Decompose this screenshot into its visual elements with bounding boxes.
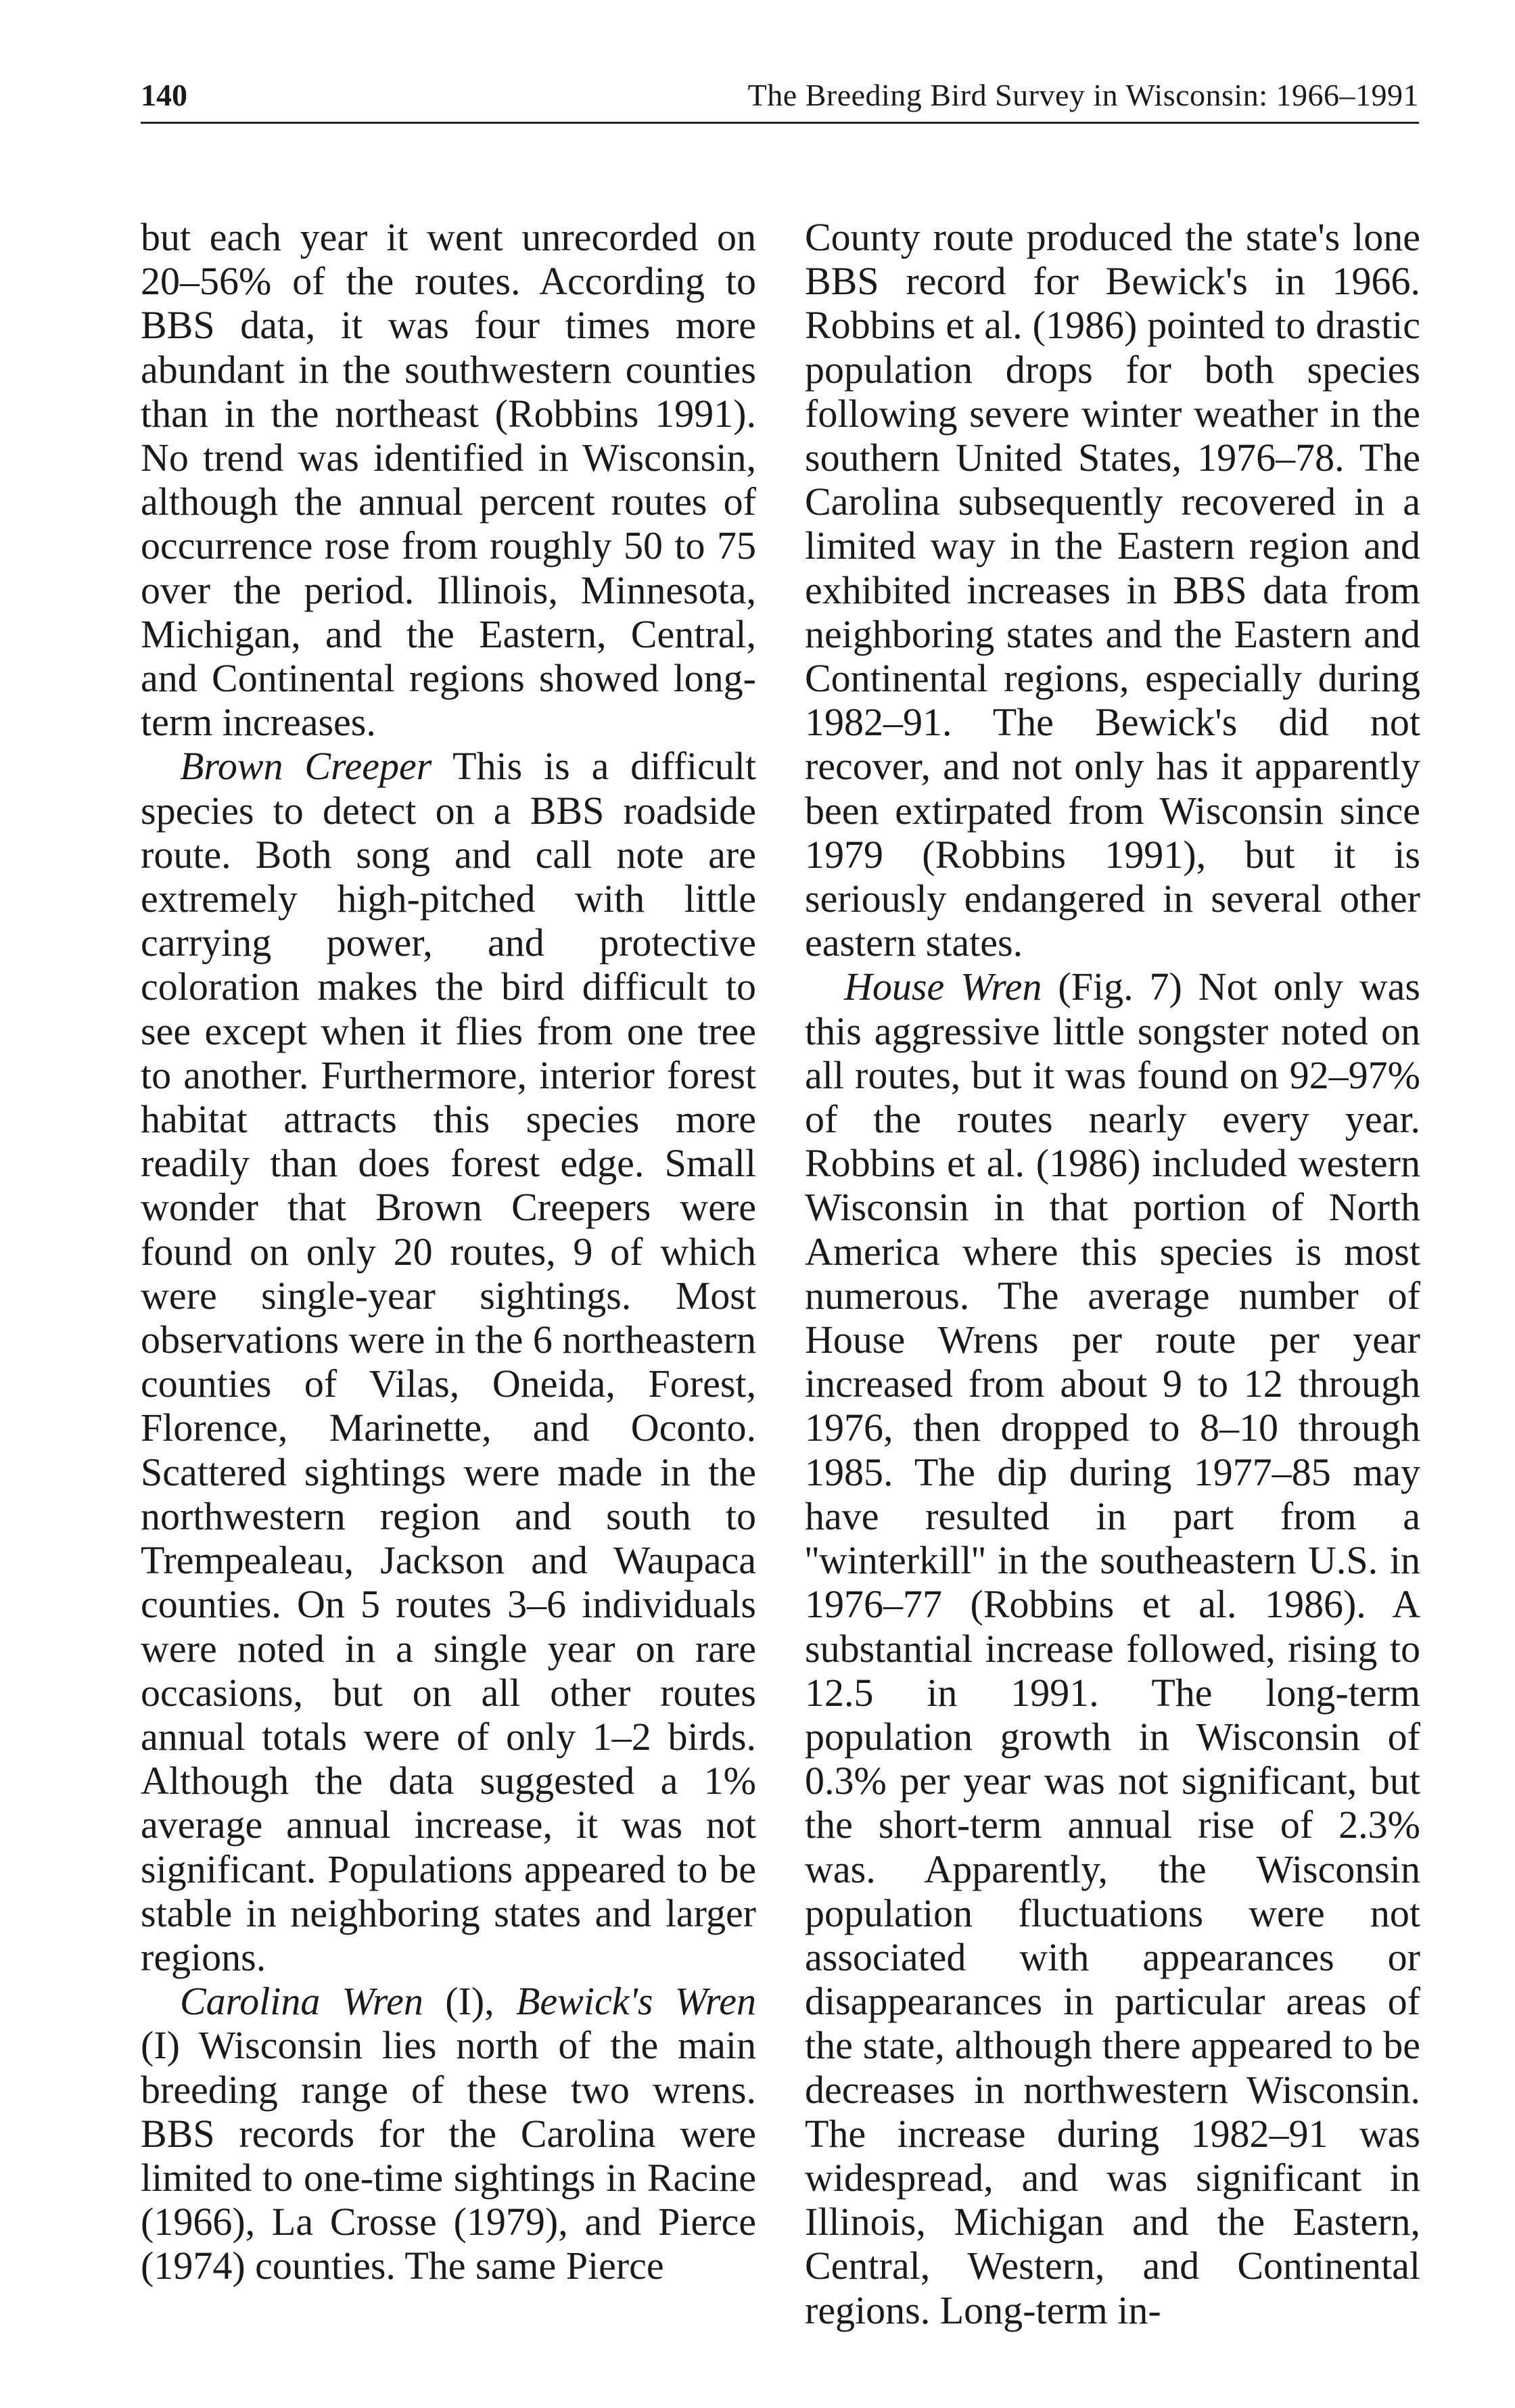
paragraph-carolina-bewicks-wren [141, 1979, 756, 2288]
paragraph-text: (I) Wisconsin lies north of the main breeding range of these two wrens. BBS records for the Carolina were limited to one-time sightings in Racine (1966), La Crosse (1979), and Pierce (1974) counties. The same Pierce [141, 2023, 756, 2288]
page-header [141, 72, 1419, 124]
page-number: 140 [141, 78, 187, 112]
right-column [805, 215, 1420, 2332]
species-name: Bewick's Wren [515, 1979, 756, 2024]
left-column [141, 215, 756, 2288]
running-title: The Breeding Bird Survey in Wisconsin: 1966–1991 [747, 78, 1419, 112]
species-name: House Wren [844, 965, 1042, 1009]
paragraph-house-wren [805, 965, 1420, 2332]
paragraph-text: but each year it went unrecorded on 20–56% of the routes. According to BBS data, it was four times more abundant in the southwestern counties than in the northeast (Robbins 1991). No trend was identified in Wisconsin, although the annual percent routes of occurrence rose from roughly 50 to 75 over the period. Illinois, Minnesota, Michigan, and the Eastern, Central, and Continental regions showed long-term increases. [141, 215, 756, 745]
paragraph-text: (Fig. 7) Not only was this aggressive little songster noted on all routes, but it was found on 92–97% of the routes nearly every year. Robbins et al. (1986) included western Wisconsin in that portion of North America where this species is most numerous. The average number of House Wrens per route per year increased from about 9 to 12 through 1976, then dropped to 8–10 through 1985. The dip during 1977–85 may have resulted in part from a ''winterkill'' in the southeastern U.S. in 1976–77 (Robbins et al. 1986). A substantial increase followed, rising to 12.5 in 1991. The long-term population growth in Wisconsin of 0.3% per year was not significant, but the short-term annual rise of 2.3% was. Apparently, the Wisconsin population fluctuations were not associated with appearances or disappearances in particular areas of the state, although there appeared to be decreases in northwestern Wisconsin. The increase during 1982–91 was widespread, and was significant in Illinois, Michigan and the Eastern, Central, Western, and Continental regions. Long-term in- [805, 965, 1420, 2332]
status-marker: (I), [423, 1979, 516, 2024]
paragraph-text: County route produced the state's lone BBS record for Bewick's in 1966. Robbins et al. (1986) pointed to drastic population drops for both species following severe winter weather in the southern United States, 1976–78. The Carolina subsequently recovered in a limited way in the Eastern region and exhibited increases in BBS data from neighboring states and the Eastern and Continental regions, especially during 1982–91. The Bewick's did not recover, and not only has it apparently been extirpated from Wisconsin since 1979 (Robbins 1991), but it is seriously endangered in several other eastern states. [805, 215, 1420, 965]
paragraph-text: This is a difficult species to detect on a BBS roadside route. Both song and call note are extremely high-pitched with little carrying power, and protective coloration makes the bird difficult to see except when it flies from one tree to another. Furthermore, interior forest habitat attracts this species more readily than does forest edge. Small wonder that Brown Creepers were found on only 20 routes, 9 of which were single-year sightings. Most observations were in the 6 northeastern counties of Vilas, Oneida, Forest, Florence, Marinette, and Oconto. Scattered sightings were made in the northwestern region and south to Trempealeau, Jackson and Waupaca counties. On 5 routes 3–6 individuals were noted in a single year on rare occasions, but on all other routes annual totals were of only 1–2 birds. Although the data suggested a 1% average annual increase, it was not significant. Populations appeared to be stable in neighboring states and larger regions. [141, 744, 756, 1979]
paragraph-continued [805, 215, 1420, 965]
paragraph-continued [141, 215, 756, 744]
paragraph-brown-creeper [141, 744, 756, 1979]
species-name: Brown Creeper [180, 744, 432, 789]
species-name: Carolina Wren [180, 1979, 423, 2024]
